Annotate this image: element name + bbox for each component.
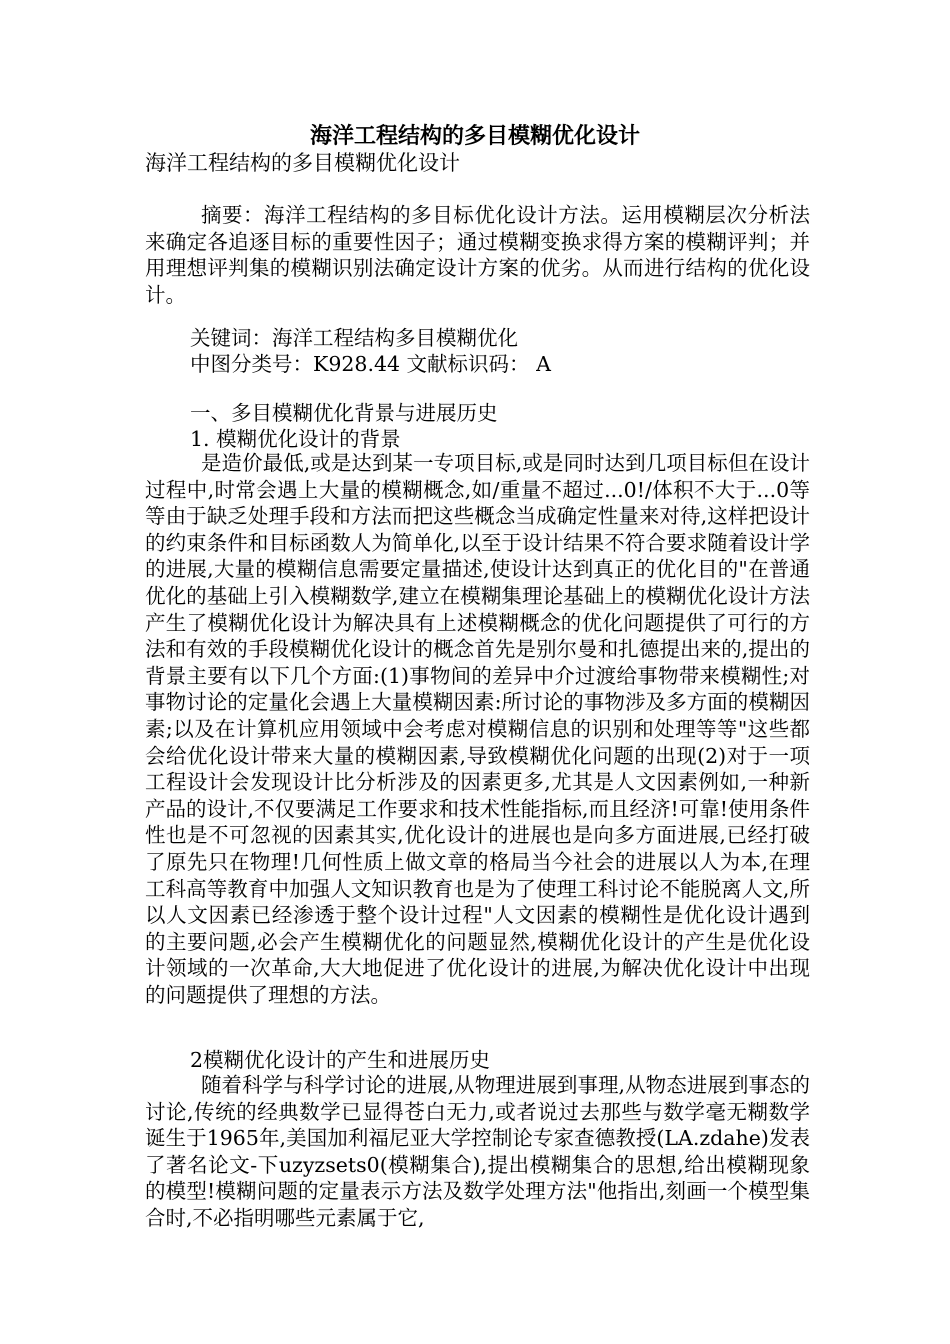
document-title: 海洋工程结构的多目模糊优化设计 <box>309 123 640 149</box>
classification-line: 中图分类号：K928.44 文献标识码： A <box>190 352 551 376</box>
section-1-heading: 一、多目模糊优化背景与进展历史 <box>190 401 498 425</box>
keywords-line: 关键词：海洋工程结构多目模糊优化 <box>190 326 518 350</box>
section-1-1-heading: 1. 模糊优化设计的背景 <box>190 427 401 451</box>
section-1-body-paragraph: 是造价最低,或是达到某一专项目标,或是同时达到几项目标但在设计过程中,时常会遇上大量的模糊概念,如/重量不超过...0!/体积不大于...0等等由于缺乏处理手段和方法而把这些概念当成确定性量来对待,这样把设计的约束条件和目标函数人为简单化,以至于设计结果不符合要求随着设计学的进展,大量的模糊信息需要定量描述,使设计达到真正的优化目的"在普通优化的基础上引入模糊数学,建立在模糊集理论基础上的模糊优化设计方法产生了模糊优化设计为解决具有上述模糊概念的优化问题提供了可行的方法和有效的手段模糊优化设计的概念首先是别尔曼和扎德提出来的,提出的背景主要有以下几个方面:(1)事物间的差异中介过渡给事物带来模糊性;对事物讨论的定量化会遇上大量模糊因素:所讨论的事物涉及多方面的模糊因素;以及在计算机应用领域中会考虑对模糊信息的识别和处理等等"这些都会给优化设计带来大量的模糊因素,导致模糊优化问题的出现(2)对于一项工程设计会发现设计比分析涉及的因素更多,尤其是人文因素例如,一种新产品的设计,不仅要满足工作要求和技术性能指标,而且经济!可靠!使用条件性也是不可忽视的因素其实,优化设计的进展也是向多方面进展,已经打破了原先只在物理!几何性质上做文章的格局当今社会的进展以人为本,在理工科高等教育中加强人文知识教育也是为了使理工科讨论不能脱离人文,所以人文因素已经渗透于整个设计过程"人文因素的模糊性是优化设计遇到的主要问题,必会产生模糊优化的问题显然,模糊优化设计的产生是优化设计领域的一次革命,大大地促进了优化设计的进展,为解决优化设计中出现的问题提供了理想的方法。 <box>145 451 811 1007</box>
section-2-body-paragraph: 随着科学与科学讨论的进展,从物理进展到事理,从物态进展到事态的讨论,传统的经典数学已显得苍白无力,或者说过去那些与数学毫无糊数学诞生于1965年,美国加利福尼亚大学控制论专家查德教授(LA.zdahe)发表了著名论文-下uzyzsets0(模糊集合),提出模糊集合的思想,给出模糊现象的模型!模糊问题的定量表示方法及数学处理方法"他指出,刻画一个模型集合时,不必指明哪些元素属于它, <box>145 1073 810 1230</box>
document-subtitle: 海洋工程结构的多目模糊优化设计 <box>145 151 460 175</box>
section-2-heading: 2模糊优化设计的产生和进展历史 <box>190 1048 491 1072</box>
abstract-paragraph: 摘要：海洋工程结构的多目标优化设计方法。运用模糊层次分析法来确定各追逐目标的重要性因子；通过模糊变换求得方案的模糊评判；并用理想评判集的模糊识别法确定设计方案的优劣。从而进行结构的优化设计。 <box>145 203 810 307</box>
